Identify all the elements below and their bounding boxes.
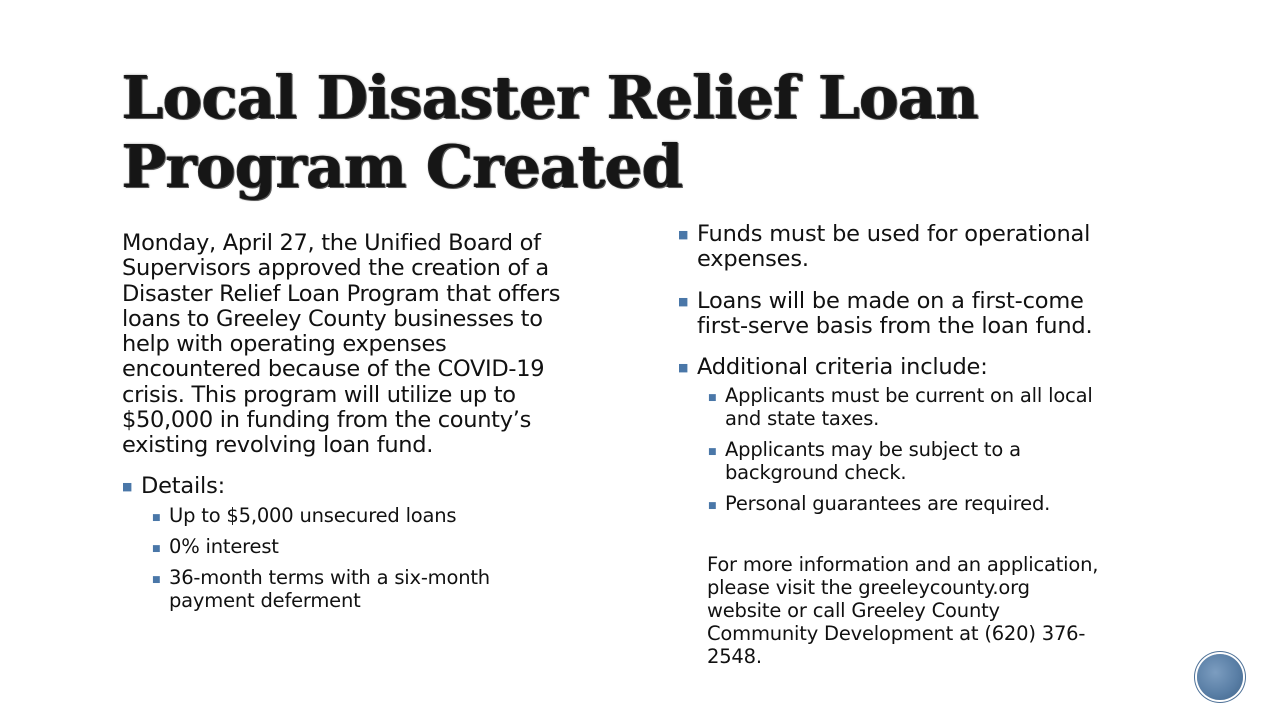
title-line-2: Program Created [122,132,683,201]
square-bullet-icon: ■ [708,447,717,458]
paragraph-line: Supervisors approved the creation of a [122,255,549,282]
list-item-text: Personal guarantees are required. [725,492,1051,516]
square-bullet-icon: ■ [678,361,689,375]
square-bullet-icon: ■ [708,393,717,404]
details-label: Details: [141,472,225,499]
square-bullet-icon: ■ [122,479,133,493]
title-line-1: Local Disaster Relief Loan [122,63,979,132]
paragraph-line: loans to Greeley County businesses to [122,305,543,332]
list-item [678,289,1168,340]
slide-number-badge [1197,654,1243,700]
list-item [678,355,1168,380]
list-item-text: 36-month terms with a six-month payment deferment [169,565,490,612]
list-item-text: Funds must be used for operational expenses. [697,221,1091,273]
left-column [122,231,622,612]
paragraph-line: Monday, April 27, the Unified Board of [122,230,541,256]
square-bullet-icon: ■ [708,501,717,512]
square-bullet-icon: ■ [152,543,161,554]
paragraph-line: encountered because of the COVID-19 [122,356,545,383]
square-bullet-icon: ■ [678,228,689,241]
paragraph-line: $50,000 in funding from the county’s [122,407,531,434]
list-item-text: 0% interest [169,534,279,558]
list-item [708,492,1168,515]
paragraph-line: help with operating expenses [122,331,447,358]
slide-title [122,63,1122,201]
list-item [152,504,622,527]
intro-paragraph [122,231,622,459]
paragraph-line: crisis. This program will utilize up to [122,381,516,408]
list-item [152,566,622,612]
details-heading [122,474,622,499]
list-item [152,535,622,558]
square-bullet-icon: ■ [152,574,161,585]
square-bullet-icon: ■ [678,294,689,308]
list-item-text: Up to $5,000 unsecured loans [169,503,457,527]
list-item-text: Additional criteria include: [697,354,988,381]
paragraph-line: Disaster Relief Loan Program that offers [122,280,561,307]
list-item [678,222,1168,273]
square-bullet-icon: ■ [152,512,161,523]
list-item [708,438,1168,484]
contact-paragraph: For more information and an application, please visit the greeleycounty.org website or call Greeley County Community Development at (620) 376- 2548. [707,553,1099,669]
right-column [678,222,1168,668]
list-item [708,384,1168,430]
paragraph-line: existing revolving loan fund. [122,432,434,459]
list-item-text: Loans will be made on a first-come first-serve basis from the loan fund. [697,287,1093,339]
list-item-text: Applicants must be current on all local and state taxes. [725,384,1093,431]
list-item-text: Applicants may be subject to a background check. [725,438,1021,485]
